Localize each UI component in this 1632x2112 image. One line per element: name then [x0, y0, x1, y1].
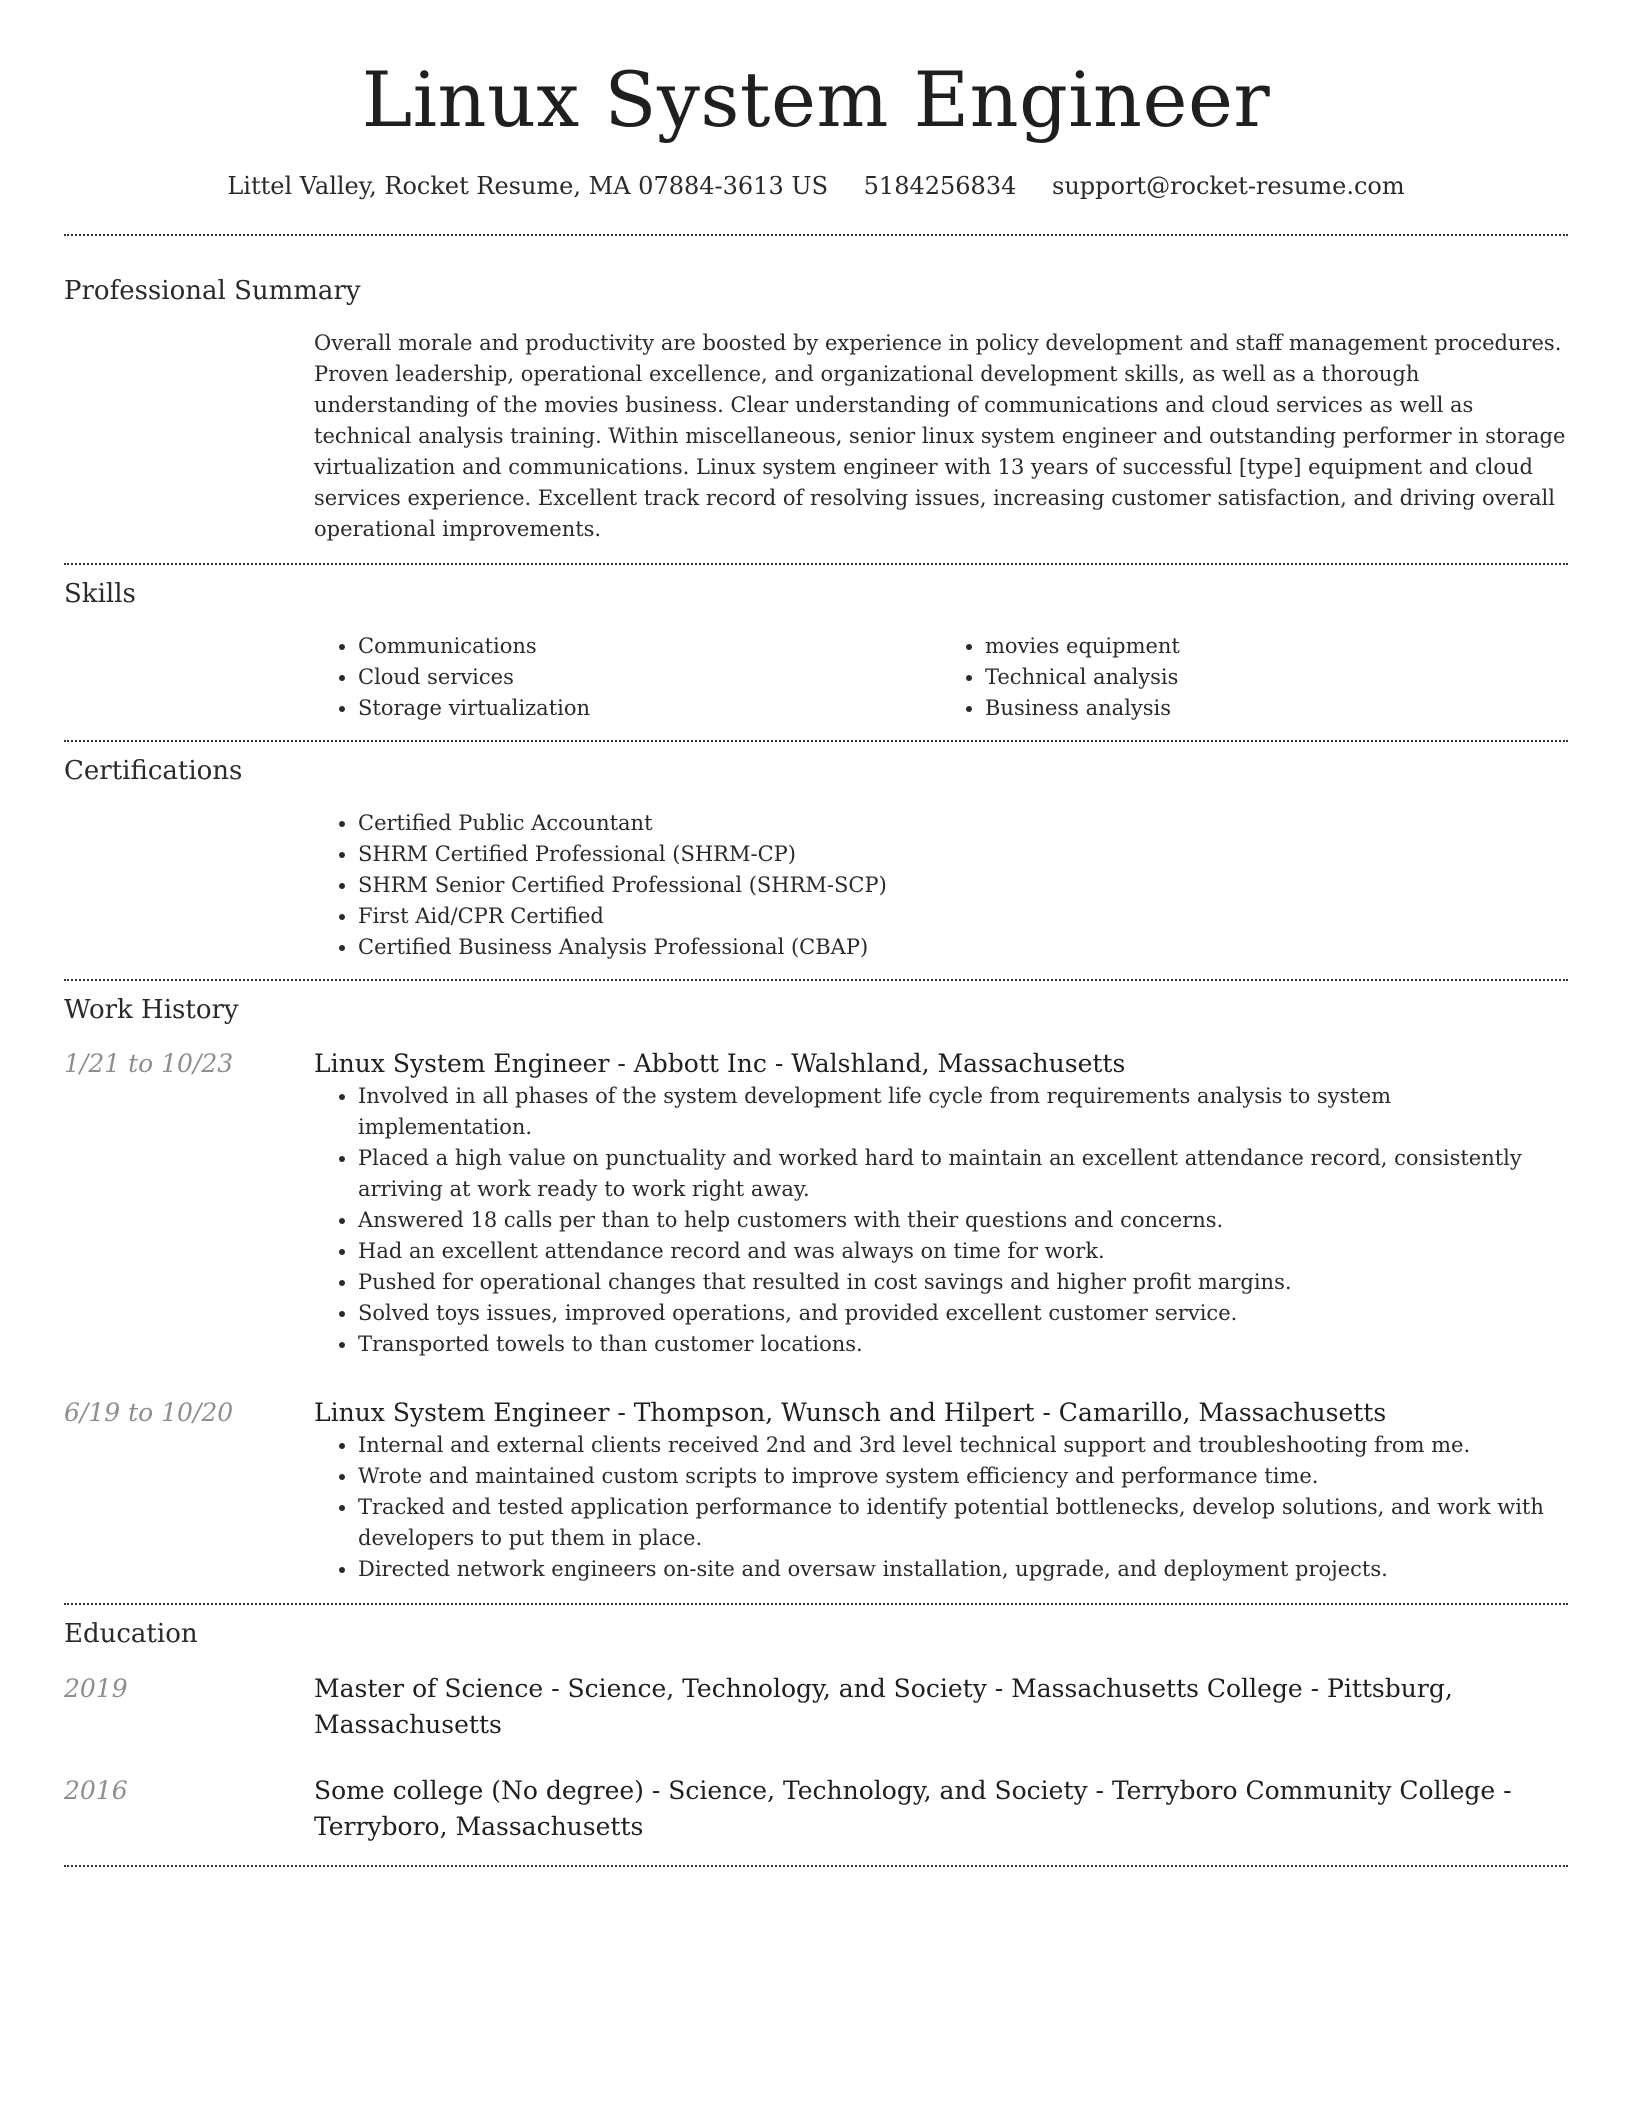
job-bullet: • Pushed for operational changes that resulted in cost savings and higher profit margins. — [358, 1267, 1568, 1298]
skill-item: • Technical analysis — [985, 662, 1568, 693]
section-certifications — [64, 754, 1568, 963]
education-text: Master of Science - Science, Technology, and Society - Massachusetts College - Pittsburg, Massachusetts — [314, 1674, 1453, 1739]
job-body — [314, 1047, 1568, 1360]
job-bullet: • Wrote and maintained custom scripts to improve system efficiency and performance time. — [358, 1461, 1568, 1492]
job-bullet: • Internal and external clients received 2nd and 3rd level technical support and troubleshooting from me. — [358, 1430, 1568, 1461]
divider — [64, 979, 1568, 981]
contact-line — [64, 170, 1568, 202]
skill-item: • Storage virtualization — [358, 693, 941, 724]
education-entry — [64, 1773, 1568, 1845]
education-entry — [64, 1671, 1568, 1743]
job-date: 1/21 to 10/23 — [64, 1049, 234, 1078]
skills-list-right — [941, 631, 1568, 724]
job-date: 6/19 to 10/20 — [64, 1398, 234, 1427]
skill-item: • Cloud services — [358, 662, 941, 693]
divider — [64, 740, 1568, 742]
job-entry — [64, 1047, 1568, 1360]
resume-name: Linux System Engineer — [361, 55, 1271, 144]
certification-item: • SHRM Senior Certified Professional (SHRM-SCP) — [358, 870, 1568, 901]
job-entry — [64, 1396, 1568, 1585]
job-bullet: • Transported towels to than customer locations. — [358, 1329, 1568, 1360]
education-text: Some college (No degree) - Science, Technology, and Society - Terryboro Community College - Terryboro, Massachusetts — [314, 1776, 1512, 1841]
job-bullet: • Involved in all phases of the system development life cycle from requirements analysis to system implementation. — [358, 1081, 1568, 1143]
divider — [64, 1865, 1568, 1867]
resume-header — [64, 0, 1568, 202]
certifications-list-wrap — [314, 808, 1568, 963]
skill-item: • Business analysis — [985, 693, 1568, 724]
contact-address: Littel Valley, Rocket Resume, MA 07884-3613 US — [227, 172, 829, 200]
job-bullet: • Answered 18 calls per than to help customers with their questions and concerns. — [358, 1205, 1568, 1236]
education-date: 2016 — [64, 1776, 128, 1805]
contact-email: support@rocket-resume.com — [1052, 172, 1405, 200]
certifications-list — [314, 808, 1568, 963]
section-title-skills: Skills — [64, 579, 136, 609]
skills-columns — [314, 631, 1568, 724]
job-bullets — [314, 1081, 1568, 1360]
job-title: Linux System Engineer - Abbott Inc - Walshland, Massachusetts — [314, 1049, 1126, 1078]
section-title-summary: Professional Summary — [64, 276, 361, 306]
job-body — [314, 1396, 1568, 1585]
education-date: 2019 — [64, 1674, 128, 1703]
certification-item: • SHRM Certified Professional (SHRM-CP) — [358, 839, 1568, 870]
job-bullet: • Had an excellent attendance record and was always on time for work. — [358, 1236, 1568, 1267]
section-title-work-history: Work History — [64, 995, 239, 1025]
section-title-certifications: Certifications — [64, 756, 243, 786]
section-skills — [64, 577, 1568, 724]
divider — [64, 563, 1568, 565]
job-bullet: • Tracked and tested application performance to identify potential bottlenecks, develop solutions, and work with developers to put them in place. — [358, 1492, 1568, 1554]
job-bullet: • Directed network engineers on-site and oversaw installation, upgrade, and deployment projects. — [358, 1554, 1568, 1585]
divider — [64, 1603, 1568, 1605]
job-bullets — [314, 1430, 1568, 1585]
section-summary — [64, 274, 1568, 545]
certification-item: • Certified Public Accountant — [358, 808, 1568, 839]
certification-item: • First Aid/CPR Certified — [358, 901, 1568, 932]
section-work-history — [64, 993, 1568, 1585]
skill-item: • Communications — [358, 631, 941, 662]
section-education — [64, 1617, 1568, 1845]
divider — [64, 234, 1568, 236]
job-title: Linux System Engineer - Thompson, Wunsch and Hilpert - Camarillo, Massachusetts — [314, 1398, 1387, 1427]
job-bullet: • Solved toys issues, improved operations, and provided excellent customer service. — [358, 1298, 1568, 1329]
skills-list-left — [314, 631, 941, 724]
summary-text: Overall morale and productivity are boosted by experience in policy development and staff management procedures. Proven leadership, operational excellence, and organizational development skills, as well as a thorough understanding of the movies business. Clear understanding of communications and cloud services as well as technical analysis training. Within miscellaneous, senior linux system engineer and outstanding performer in storage virtualization and communications. Linux system engineer with 13 years of successful [type] equipment and cloud services experience. Excellent track record of resolving issues, increasing customer satisfaction, and driving overall operational improvements. — [314, 331, 1566, 541]
section-title-education: Education — [64, 1619, 198, 1649]
skill-item: • movies equipment — [985, 631, 1568, 662]
contact-phone: 5184256834 — [863, 172, 1017, 200]
job-bullet: • Placed a high value on punctuality and worked hard to maintain an excellent attendance record, consistently arriving at work ready to work right away. — [358, 1143, 1568, 1205]
certification-item: • Certified Business Analysis Professional (CBAP) — [358, 932, 1568, 963]
